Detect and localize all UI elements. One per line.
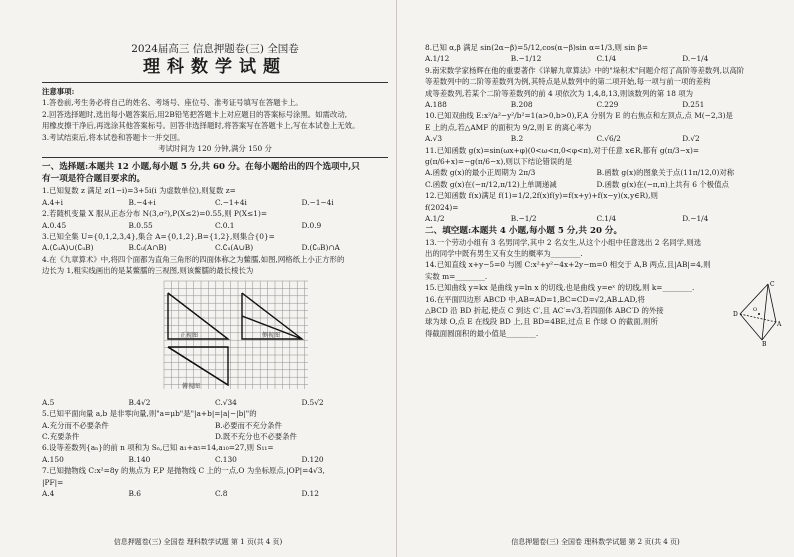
q10-options (425, 133, 768, 144)
q3-option-b: B.∁ᵤ(A∩B) (128, 243, 167, 253)
front-view-label: 正视图 (180, 331, 199, 339)
notice-item-3: 3.考试结束后,将本试卷和答题卡一并交回。 (42, 132, 185, 142)
q1-option-b: B.−4+i (128, 197, 156, 207)
section1-title-line2: 有一项是符合题目要求的。 (42, 174, 146, 185)
q7-option-c: C.8 (215, 488, 228, 498)
q10-option-a: A.√3 (425, 134, 443, 144)
top-view-edge (168, 347, 228, 385)
q1-stem: 1.已知复数 z 满足 z(1−i)=3+5i(i 为虚数单位),则复数 z= (42, 186, 236, 196)
section1-title-line1: 一、选择题:本题共 12 小题,每小题 5 分,共 60 分。在每小题给出的四个选项中,只 (42, 162, 360, 173)
notice-item-2: 2.回答选择题时,选出每小题答案后,用2B铅笔把答题卡上对应题目的答案标号涂黑。如需改动, (42, 109, 348, 119)
q5-option-a: A.充分而不必要条件 (42, 420, 109, 430)
vertex-d-label: D (733, 310, 738, 318)
q10-stem-line2: E 上的点,若△AMF 的面积为 9/2,则 E 的离心率为 (425, 122, 592, 132)
notice-item-1: 1.答卷前,考生务必将自己的姓名、考场号、座位号、准考证号填写在答题卡上。 (42, 98, 303, 108)
subject-title: 理科数学试题 (143, 57, 287, 77)
q3-option-d: D.(∁ᵤB)∩A (301, 243, 340, 253)
divider (42, 82, 388, 83)
q4-stem-line1: 4.在《九章算术》中,将四个面都为直角三角形的四面体称之为鳖臑,如图,网格纸上小正方形的 (42, 254, 345, 264)
footer-left: 信息押题卷(三) 全国卷 理科数学试题 第 1 页(共 4 页) (113, 538, 283, 546)
q5-options-row1 (42, 420, 388, 431)
q2-option-b: B.0.55 (128, 220, 153, 230)
q9-options (425, 99, 768, 110)
top-view-label: 俯视图 (182, 382, 201, 390)
q2-stem: 2.若随机变量 X 服从正态分布 N(3,σ²),P(X≤2)=0.55,则 P(X≤1)= (42, 209, 268, 219)
q13-stem-line1: 13.一个劳动小组有 3 名男同学,其中 2 名女生,从这个小组中任意选出 2 名同学,则选 (425, 237, 702, 247)
q1-option-d: D.−1−4i (301, 197, 334, 207)
q6-option-d: D.120 (301, 454, 324, 464)
q10-option-d: D.√2 (682, 134, 700, 144)
vertex-b-label: B (762, 340, 767, 346)
page-right-column (397, 0, 794, 557)
q5-options-row2 (42, 431, 388, 442)
section2-title: 二、填空题:本题共 4 小题,每小题 5 分,共 20 分。 (425, 225, 623, 236)
q7-option-b: B.6 (128, 488, 141, 498)
q6-option-a: A.150 (42, 454, 64, 464)
vertex-c-label: C (770, 280, 775, 288)
q9-stem-line1: 9.南宋数学家杨辉在他的重要著作《详解九章算法》中的"垛积术"问题介绍了高阶等差数列,以高阶 (425, 65, 745, 75)
tetrahedron-figure (732, 280, 782, 346)
q2-option-d: D.0.9 (301, 220, 322, 230)
q16-stem-line2: △BCD 沿 BD 折起,使点 C 到达 C′,且 AC′=√3,若四面体 ABC′D 的外接 (425, 305, 664, 315)
q9-option-d: D.251 (682, 100, 705, 110)
q9-option-c: C.229 (596, 100, 619, 110)
q14-stem-line1: 14.已知直线 x+y−5=0 与圆 C:x²+y²−4x+2y−m=0 相交于 A,B 两点,且|AB|=4,则 (425, 260, 711, 270)
q16-stem-line1: 16.在平面四边形 ABCD 中,AB=AD=1,BC=CD=√2,AB⊥AD,将 (425, 294, 645, 304)
q11-stem-line1: 11.已知函数 g(x)=sin(ωx+φ)(0<ω<π,0<φ<π),对于任意 x∈R,都有 g(π/3−x)= (425, 145, 700, 155)
q5-option-b: B.必要而不充分条件 (215, 420, 282, 430)
q7-option-a: A.4 (42, 488, 55, 498)
q6-option-b: B.140 (128, 454, 151, 464)
vertex-a-label: A (777, 320, 782, 328)
q15-stem: 15.已知曲线 y=kx 是曲线 y=ln x 的切线,也是曲线 y=eˣ 的切线,则 k=________. (425, 283, 695, 293)
q1-option-c: C.−1+4i (215, 197, 247, 207)
q12-option-c: C.1/4 (596, 214, 617, 224)
section1-title (42, 161, 388, 185)
q11-option-a: A.函数 g(x)的最小正周期为 2π/3 (425, 168, 536, 178)
q4-options (42, 397, 388, 408)
side-view-label: 侧视图 (262, 331, 281, 339)
q10-option-b: B.2 (510, 134, 524, 144)
q4-option-b: B.4√2 (128, 397, 151, 407)
q8-stem: 8.已知 α,β 满足 sin(2α−β)=5/12,cos(α−β)sin α=1/3,则 sin β= (425, 43, 649, 52)
q3-stem: 3.已知全集 U={0,1,2,3,4},集合 A={0,1,2},B={1,2},则集合{0}= (42, 232, 275, 242)
notice-item-2b: 用橡皮擦干净后,再选涂其他答案标号。回答非选择题时,将答案写在答题卡上,写在本试卷上无效。 (42, 121, 360, 131)
q4-stem-line2: 边长为 1,粗实线画出的是某鳖臑的三视图,则该鳖臑的最长棱长为 (42, 266, 254, 276)
q2-options (42, 220, 388, 231)
q9-stem-line3: 成等差数列,若某个二阶等差数列的前 4 项依次为 1,4,8,13,则该数列的第 18 项为 (425, 88, 694, 98)
q12-options (425, 213, 768, 224)
q7-options (42, 488, 388, 499)
q13-stem-line2: 出的同学中既有男生又有女生的概率为________. (425, 248, 583, 258)
q6-stem: 6.设等差数列{aₙ}的前 n 项和为 Sₙ,已知 a₁+a₅=14,a₁₀=27,则 S₁₁= (42, 443, 274, 453)
exam-title: 2024届高三 信息押题卷(三) 全国卷 (131, 43, 299, 55)
q11-options-row1 (425, 167, 768, 178)
q6-options (42, 454, 388, 465)
notice-heading: 注意事项: (42, 87, 75, 96)
q6-option-c: C.130 (215, 454, 237, 464)
q4-option-a: A.5 (42, 397, 55, 407)
q7-stem-line1: 7.已知抛物线 C:x²=8y 的焦点为 F,P 是抛物线 C 上的一点,O 为坐标原点,|OP|=4√3, (42, 466, 325, 476)
q12-stem-line1: 12.已知函数 f(x)满足 f(1)=1/2,2f(x)f(y)=f(x+y)+f(x−y)(x,y∈R),则 (425, 191, 658, 201)
q2-option-c: C.0.1 (215, 220, 235, 230)
q10-stem-line1: 10.已知双曲线 E:x²/a²−y²/b²=1(a>0,b>0),F,A 分别为 E 的右焦点和左顶点,点 M(−2,3)是 (425, 111, 733, 121)
q11-option-c: C.函数 g(x)在(−π/12,π/12)上单调递减 (425, 179, 557, 189)
q5-stem: 5.已知平面向量 a,b 是非零向量,则"a=μb"是"|a+b|=|a|−|b|"的 (42, 409, 257, 419)
q8-option-b: B.−1/12 (510, 54, 542, 64)
three-view-figure (162, 279, 310, 391)
exam-time: 考试时间为 120 分钟,满分 150 分 (158, 144, 272, 154)
q2-option-a: A.0.45 (42, 220, 67, 230)
q16-stem-line4: 得截面圆面积的最小值是________. (425, 328, 539, 338)
q14-stem-line2: 实数 m=________. (425, 271, 488, 281)
q11-option-b: B.函数 g(x)的图象关于点(11π/12,0)对称 (596, 168, 735, 178)
q8-option-c: C.1/4 (596, 54, 617, 64)
q12-option-a: A.1/2 (425, 214, 445, 224)
q10-option-c: C.√6/2 (596, 134, 621, 144)
q8-options (425, 53, 768, 64)
q1-option-a: A.4+i (42, 197, 63, 207)
q9-stem-line2: 等差数列中的二阶等差数列为例,其特点是从数列中的第二项开始,每一项与前一项的差构 (425, 77, 711, 87)
q3-option-c: C.∁ᵤ(A∪B) (215, 243, 254, 253)
q9-option-a: A.188 (425, 100, 447, 110)
q5-option-c: C.充要条件 (42, 431, 80, 441)
q3-options (42, 242, 388, 253)
q9-option-b: B.208 (510, 100, 533, 110)
q12-option-b: B.−1/2 (510, 214, 537, 224)
divider (42, 157, 388, 158)
q11-option-d: D.函数 g(x)在(−π,π)上共有 6 个极值点 (596, 179, 729, 189)
q11-stem-line2: g(π/6+x)=−g(π/6−x),则以下结论错误的是 (425, 157, 573, 167)
q12-stem-line2: f(2024)= (425, 202, 459, 212)
q7-stem-line2: |PF|= (42, 477, 64, 487)
q8-option-d: D.−1/4 (682, 54, 709, 64)
center-o-label: O (753, 306, 758, 313)
q12-option-d: D.−1/4 (682, 214, 709, 224)
footer-right: 信息押题卷(三) 全国卷 理科数学试题 第 2 页(共 4 页) (511, 538, 680, 546)
q16-stem-line3: 球为球 O,点 E 在线段 BD 上,且 BD=4BE,过点 E 作球 O 的截面,则所 (425, 317, 658, 327)
q5-option-d: D.既不充分也不必要条件 (215, 431, 297, 441)
q7-option-d: D.12 (301, 488, 319, 498)
q4-option-c: C.√34 (215, 397, 237, 407)
q8-option-a: A.1/12 (425, 54, 450, 64)
q4-option-d: D.5√2 (301, 397, 324, 407)
q11-options-row2 (425, 179, 768, 190)
q1-options (42, 197, 388, 208)
q3-option-a: A.(∁ᵤA)∪(∁ᵤB) (42, 243, 94, 253)
